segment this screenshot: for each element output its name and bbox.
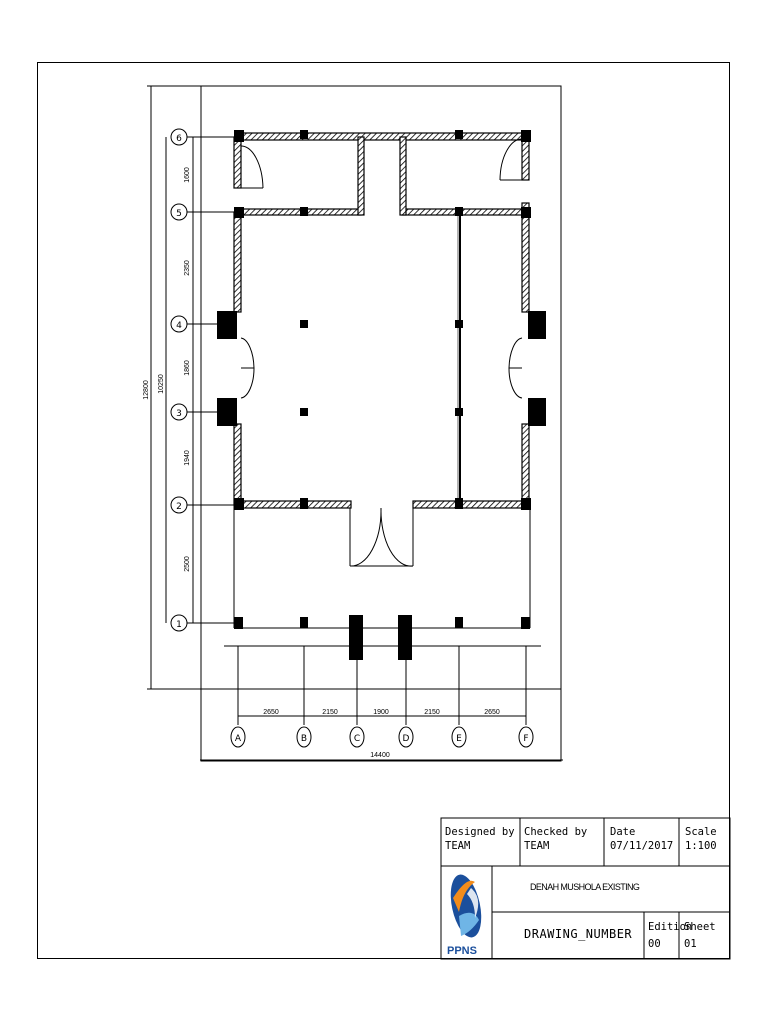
col-dim-AB: 2650	[263, 709, 279, 716]
date-value: 07/11/2017	[610, 840, 674, 852]
sheet-value: 01	[684, 938, 697, 950]
walls	[234, 133, 529, 508]
scale-label: Scale	[685, 826, 717, 838]
col-dim-EF: 2650	[484, 709, 500, 716]
ppns-logo-text: PPNS	[447, 945, 477, 957]
grid-label-5: 5	[176, 209, 182, 219]
row-dim-56: 1600	[184, 167, 191, 183]
grid-label-C: C	[353, 734, 361, 744]
col-dim-BC: 2150	[322, 709, 338, 716]
date-label: Date	[610, 826, 636, 838]
scale-value: 1:100	[685, 840, 717, 852]
edition-label: Edition	[648, 921, 693, 933]
overall-width-dim: 14400	[370, 752, 390, 759]
dim-12800: 12800	[143, 380, 150, 400]
dimension-frame	[201, 689, 561, 761]
grid-label-6: 6	[176, 134, 182, 144]
grid-label-D: D	[402, 734, 410, 744]
edition-value: 00	[648, 938, 661, 950]
grid-label-3: 3	[176, 409, 182, 419]
designed-by-label: Designed by	[445, 826, 515, 838]
grid-label-1: 1	[176, 620, 182, 630]
row-dim-12: 2500	[184, 556, 191, 572]
grid-label-2: 2	[176, 502, 182, 512]
row-dim-23: 1940	[184, 450, 191, 466]
checked-by-label: Checked by	[524, 826, 588, 838]
designed-by-value: TEAM	[445, 840, 471, 852]
dim-10250: 10250	[158, 374, 165, 394]
grid-label-4: 4	[176, 321, 182, 331]
drawing-title: DENAH MUSHOLA EXISTING	[530, 882, 640, 892]
drawing-number: DRAWING_NUMBER	[524, 927, 633, 941]
row-dim-34: 1860	[184, 360, 191, 376]
col-dim-DE: 2150	[424, 709, 440, 716]
grid-label-E: E	[456, 734, 462, 744]
row-dim-45: 2350	[184, 260, 191, 276]
plan-frame	[201, 86, 561, 689]
col-dim-CD: 1900	[373, 709, 389, 716]
grid-label-F: F	[523, 734, 529, 744]
ppns-logo	[445, 868, 491, 958]
grid-label-A: A	[234, 734, 242, 744]
checked-by-value: TEAM	[524, 840, 550, 852]
sheet-label: Sheet	[684, 921, 716, 933]
grid-label-B: B	[300, 734, 308, 744]
